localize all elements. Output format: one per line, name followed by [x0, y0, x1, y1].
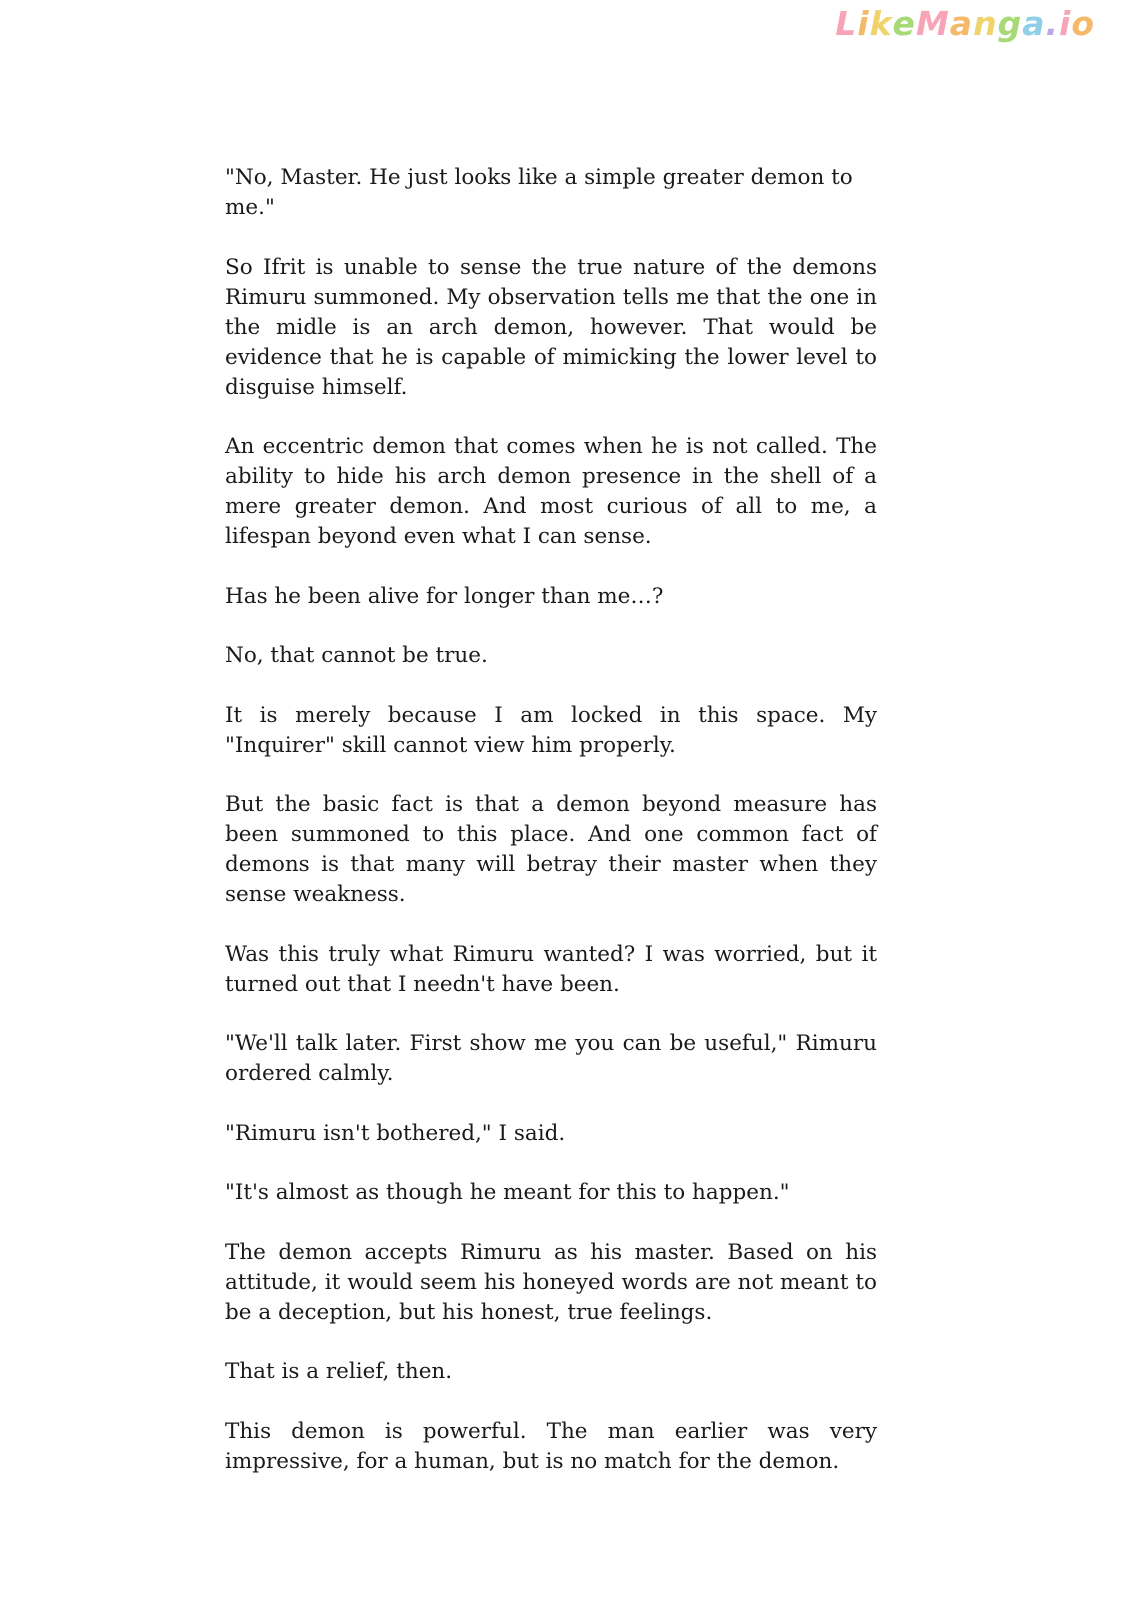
- novel-page-text: [225, 163, 877, 1506]
- watermark-letter: n: [973, 4, 998, 43]
- site-watermark-logo: [835, 4, 1095, 44]
- watermark-letter: g: [997, 4, 1023, 43]
- watermark-letter: a: [1022, 4, 1046, 43]
- paragraph: Has he been alive for longer than me…?: [225, 583, 664, 609]
- watermark-letter: M: [915, 4, 950, 43]
- watermark-letter: o: [1071, 4, 1095, 43]
- paragraph: An eccentric demon that comes when he is not called. The ability to hide his arch demon presence in the shell of a mere greater demon. And most curious of all to me, a lifespan beyond even what I can sense.: [225, 434, 877, 549]
- paragraph: "We'll talk later. First show me you can be useful," Rimuru ordered calmly.: [225, 1031, 877, 1086]
- paragraph: That is a relief, then.: [225, 1359, 453, 1384]
- paragraph: "No, Master. He just looks like a simple greater demon to me.": [225, 165, 853, 220]
- watermark-letter: k: [869, 4, 893, 43]
- paragraph: "Rimuru isn't bothered," I said.: [225, 1120, 566, 1146]
- paragraph: So Ifrit is unable to sense the true nature of the demons Rimuru summoned. My observation tells me that the one in the midle is an arch demon, however. That would be evidence that he is capable of mimicking the lower level to disguise himself.: [225, 254, 877, 400]
- paragraph: But the basic fact is that a demon beyond measure has been summoned to this place. And one common fact of demons is that many will betray their master when they sense weakness.: [225, 792, 877, 907]
- watermark-letter: e: [892, 4, 916, 43]
- watermark-letter: i: [857, 4, 870, 43]
- paragraph: This demon is powerful. The man earlier was very impressive, for a human, but is no match for the demon.: [225, 1418, 877, 1474]
- paragraph: "It's almost as though he meant for this to happen.": [225, 1180, 790, 1205]
- paragraph: No, that cannot be true.: [225, 643, 488, 668]
- paragraph: Was this truly what Rimuru wanted? I was worried, but it turned out that I needn't have been.: [225, 941, 877, 997]
- watermark-letter: L: [835, 4, 858, 43]
- paragraph: It is merely because I am locked in this space. My "Inquirer" skill cannot view him properly.: [225, 702, 877, 758]
- watermark-letter: a: [949, 4, 974, 43]
- paragraph: The demon accepts Rimuru as his master. Based on his attitude, it would seem his honeyed words are not meant to be a deception, but his honest, true feelings.: [225, 1239, 877, 1325]
- watermark-letter: .: [1045, 4, 1060, 43]
- watermark-letter: i: [1059, 4, 1072, 43]
